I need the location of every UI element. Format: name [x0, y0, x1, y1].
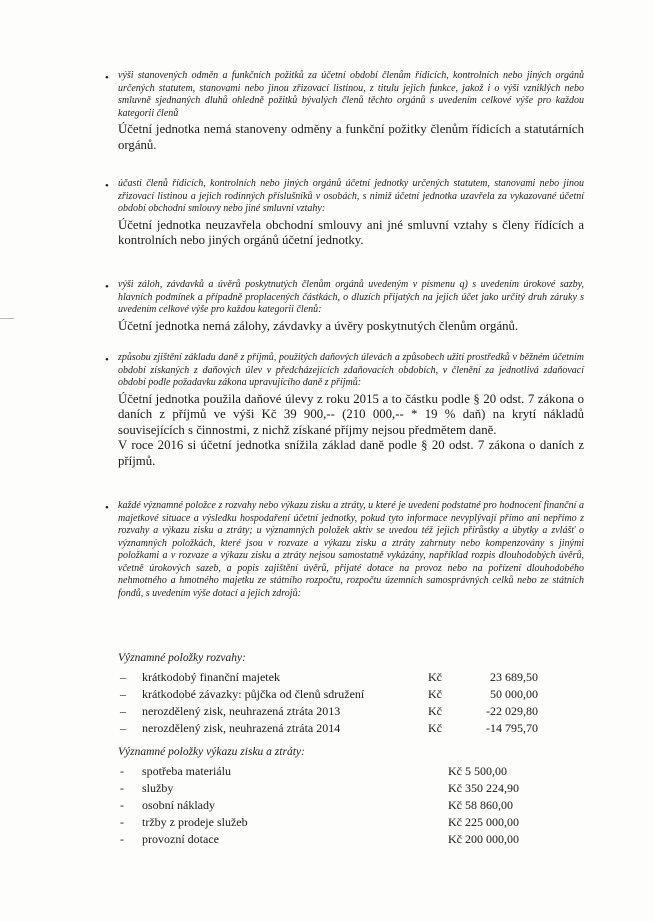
row-dash: -	[120, 764, 124, 778]
row-amount: Kč 225 000,00	[448, 815, 519, 829]
row-dash: –	[120, 670, 126, 684]
balance-row	[118, 704, 538, 719]
balance-row	[118, 687, 538, 702]
row-label: osobní náklady	[142, 798, 215, 812]
section-tax-base	[118, 352, 584, 469]
section-answer	[118, 392, 584, 470]
section-question: způsobu zjištění základu daně z příjmů, použitých daňových úlevách a způsobech užití prostředků v běžném účetním období získaných z daňových úlev v předcházejících zdaňovacích obdobích, v členění za jednotlivá zdaňovací období podle požadavku zákona upravujícího daně z příjmů:	[118, 352, 584, 388]
balance-row	[118, 721, 538, 736]
row-amount: Kč 58 860,00	[448, 798, 513, 812]
row-currency: Kč	[428, 687, 442, 701]
row-dash: –	[120, 687, 126, 701]
income-title: Významné položky výkazu zisku a ztráty:	[118, 746, 305, 758]
row-label: krátkodobý finanční majetek	[142, 670, 280, 684]
row-label: nerozdělený zisk, neuhrazená ztráta 2014	[142, 721, 341, 735]
row-currency: Kč	[428, 670, 442, 684]
row-amount: -22 029,80	[486, 704, 538, 718]
section-significant-items	[118, 500, 584, 600]
row-dash: -	[120, 832, 124, 846]
income-row	[118, 832, 538, 847]
section-remuneration	[118, 70, 584, 153]
row-dash: -	[120, 815, 124, 829]
row-amount: -14 795,70	[486, 721, 538, 735]
answer-paragraph: Účetní jednotka neuzavřela obchodní smlouvy ani jné smluvní vztahy s členy řídících a kontrolních nebo jiných orgánů účetní jednotky.	[118, 217, 584, 247]
answer-paragraph: Účetní jednotka nemá stanoveny odměny a funkční požitky členům řídicích a statutárních orgánů.	[118, 122, 584, 152]
section-question: účasti členů řídicích, kontrolních nebo jiných orgánů účetní jednotky určených statutem, stanovami nebo jinou zřizovací listinou a jejich rodinných příslušníků v osobách, s nimiž účetní jednotka uzavřela za vykazované účetní období obchodní smlouvy nebo jiné smluvní vztahy:	[118, 178, 584, 214]
balance-row	[118, 670, 538, 685]
row-amount: Kč 350 224,90	[448, 781, 519, 795]
row-label: služby	[142, 781, 174, 795]
bullet: •	[105, 354, 109, 366]
row-amount: 50 000,00	[490, 687, 538, 701]
section-question: každé významné položce z rozvahy nebo výkazu zisku a ztráty, u které je uvedení podstatné pro hodnocení finanční a majetkové situace a výsledku hospodaření účetní jednotky, pokud tyto informace nevyplývají přímo ani nepřímo z rozvahy a výkazu zisku a ztráty; u významných položek aktiv se uvedou též jejich přírůstky a úbytky a zvlášť o významných položkách, které jsou v rozvaze a výkazu zisku a ztráty zahrnuty nebo kompenzovány s jinými položkami a v rozvaze a výkazu zisku a ztráty nejsou samostatně vykázány, například rozpis dlouhodobých úvěrů, včetně úrokových sazeb, a popis zajištění úvěrů, přijaté dotace na provoz nebo na pořízení dlouhodobého nehmotného a hmotného majetku ze státního rozpočtu, rozpočtu územních samosprávných celků nebo ze státních fondů, s uvedením výše dotací a jejich zdrojů:	[118, 500, 584, 599]
section-question: výši záloh, závdavků a úvěrů poskytnutých členům orgánů uvedeným v písmenu q) s uvedením úrokové sazby, hlavních podmínek a případně proplacených částkách, o dluzích přijatých na jejich účet jako určitý druh záruky s uvedením celkové výše pro každou kategorii členů:	[118, 279, 584, 315]
row-label: krátkodobé závazky: půjčka od členů sdružení	[142, 687, 365, 701]
bullet: •	[105, 72, 109, 84]
row-currency: Kč	[428, 721, 442, 735]
answer-paragraph: Účetní jednotka nemá zálohy, závdavky a úvěry poskytnutých členům orgánů.	[118, 318, 519, 333]
section-answer	[118, 218, 584, 249]
section-answer	[118, 319, 584, 335]
income-row	[118, 781, 538, 796]
row-label: nerozdělený zisk, neuhrazená ztráta 2013	[142, 704, 341, 718]
row-amount: 23 689,50	[490, 670, 538, 684]
bullet: •	[105, 180, 109, 192]
income-row	[118, 798, 538, 813]
row-label: tržby z prodeje služeb	[142, 815, 248, 829]
answer-paragraph: V roce 2016 si účetní jednotka snížila základ daně podle § 20 odst. 7 zákona o daních z příjmů.	[118, 438, 584, 468]
margin-mark	[0, 318, 14, 319]
section-question: výši stanovených odměn a funkčních požitků za účetní období členům řídicích, kontrolních nebo jiných orgánů určených statutem, stanovami nebo jinou zřizovací listinou, z titulu jejich funkce, jakož i o výši vzniklých nebo smluvně sjednaných dluhů ohledně požitků bývalých členů těchto orgánů s uvedením celkové výše pro každou kategorii členů	[118, 70, 584, 119]
row-dash: –	[120, 704, 126, 718]
row-amount: Kč 5 500,00	[448, 764, 507, 778]
section-answer	[118, 122, 584, 153]
row-dash: –	[120, 721, 126, 735]
income-row	[118, 764, 538, 779]
row-dash: -	[120, 781, 124, 795]
bullet: •	[105, 502, 109, 514]
row-label: spotřeba materiálu	[142, 764, 231, 778]
income-row	[118, 815, 538, 830]
balance-title: Významné položky rozvahy:	[118, 652, 246, 664]
section-participation	[118, 178, 584, 249]
answer-paragraph: Účetní jednotka použila daňové úlevy z roku 2015 a to částku podle § 20 odst. 7 zákona o daních z příjmů ve výši Kč 39 900,-- (210 000,-- * 19 % daň) na krytí nákladů souvisejících s činnostmi, z nichž získané příjmy nejsou předmětem daně.	[118, 391, 584, 437]
row-amount: Kč 200 000,00	[448, 832, 519, 846]
section-advances	[118, 279, 584, 334]
row-currency: Kč	[428, 704, 442, 718]
row-dash: -	[120, 798, 124, 812]
bullet: •	[105, 281, 109, 293]
row-label: provozní dotace	[142, 832, 219, 846]
